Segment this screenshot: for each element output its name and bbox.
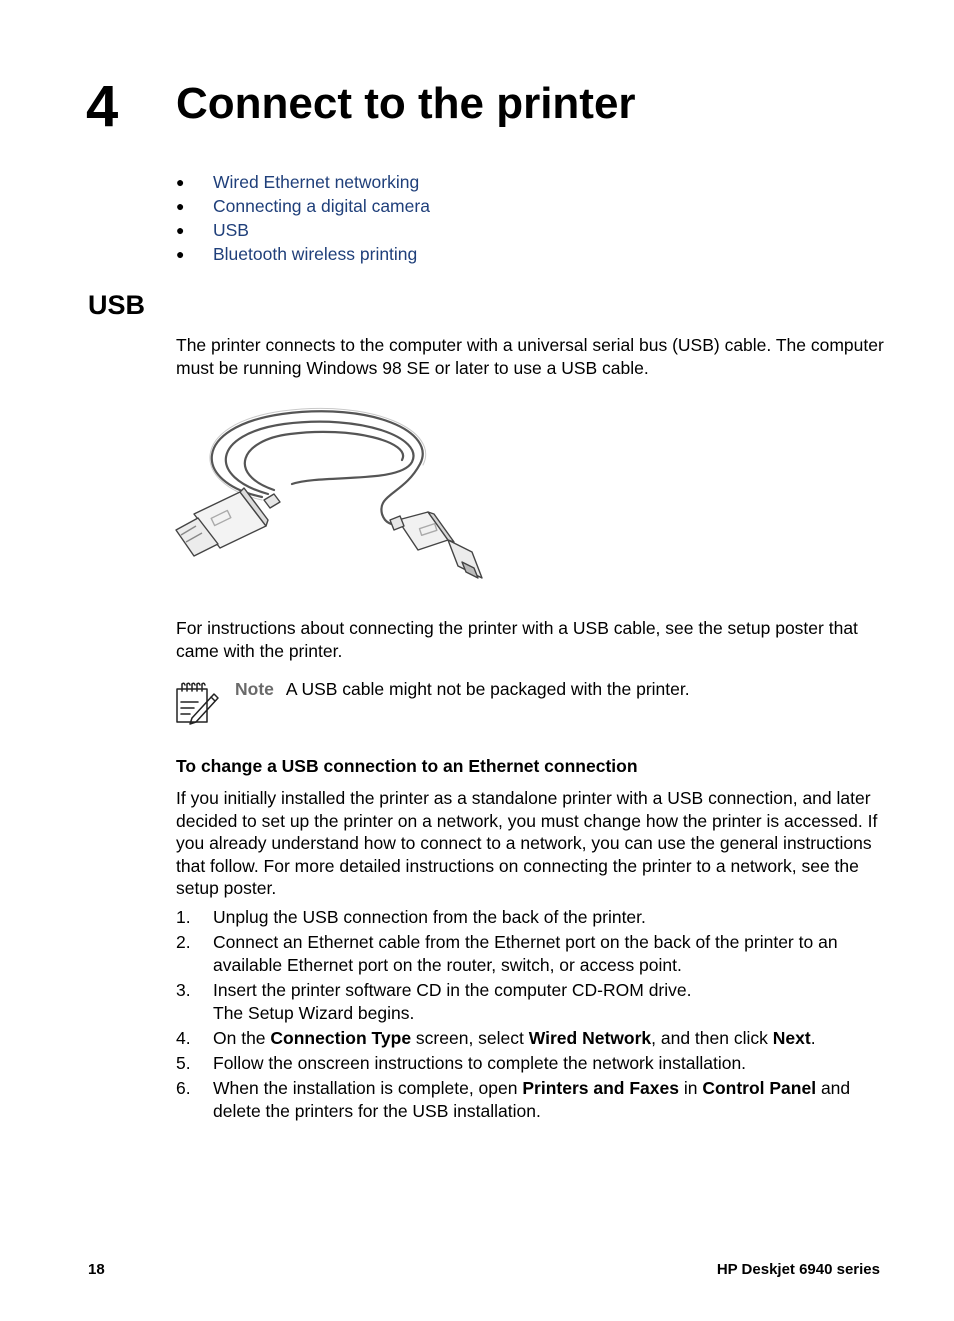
procedure-steps xyxy=(176,906,886,1125)
ui-term-printers-and-faxes: Printers and Faxes xyxy=(522,1078,679,1098)
toc-item xyxy=(176,242,430,266)
intro-paragraph: The printer connects to the computer with a universal serial bus (USB) cable. The computer must be running Windows 98 SE or later to use a USB cable. xyxy=(176,335,884,378)
step-text: Connect an Ethernet cable from the Ethernet port on the back of the printer to an available Ethernet port on the router, switch, or access point. xyxy=(213,932,838,975)
ui-term-control-panel: Control Panel xyxy=(702,1078,817,1098)
bullet-icon: ● xyxy=(176,246,185,262)
step-number: 4. xyxy=(176,1028,191,1048)
bullet-icon: ● xyxy=(176,222,185,238)
step-number: 3. xyxy=(176,979,191,1000)
step-text: , and then click xyxy=(651,1028,773,1048)
step-text: in xyxy=(678,1078,703,1098)
step-item xyxy=(176,931,886,976)
step-text: Unplug the USB connection from the back of the printer. xyxy=(213,907,646,927)
step-text: When the installation is complete, open xyxy=(213,1078,523,1098)
toc-item xyxy=(176,218,430,242)
step-text: screen, select xyxy=(411,1028,529,1048)
step-item xyxy=(176,906,886,929)
bullet-icon: ● xyxy=(176,198,185,214)
ui-term-wired-network: Wired Network xyxy=(528,1028,652,1048)
toc-link-usb[interactable]: USB xyxy=(213,220,249,240)
usb-cable-illustration xyxy=(172,402,490,586)
toc-item xyxy=(176,194,430,218)
instructions-paragraph: For instructions about connecting the printer with a USB cable, see the setup poster that came with the printer. xyxy=(176,618,858,661)
note-label: Note xyxy=(235,679,274,699)
section-title: USB xyxy=(88,290,146,320)
toc-item xyxy=(176,170,430,194)
chapter-toc xyxy=(176,170,430,266)
toc-link-wired-ethernet[interactable]: Wired Ethernet networking xyxy=(213,172,420,192)
ui-term-connection-type: Connection Type xyxy=(270,1028,412,1048)
step-text: On the xyxy=(213,1028,271,1048)
procedure-intro: If you initially installed the printer as a standalone printer with a USB connection, and later decided to set up the printer on a network, you must change how the printer is accessed. If you already understand how to connect to a network, you can use the general instructions that follow. For more detailed instructions on connecting the printer to a network, see the setup poster. xyxy=(176,788,878,898)
step-number: 2. xyxy=(176,932,191,952)
step-item xyxy=(176,1052,886,1075)
step-number: 5. xyxy=(176,1053,191,1073)
step-text: Insert the printer software CD in the computer CD-ROM drive. xyxy=(213,979,692,1000)
note xyxy=(235,678,690,700)
chapter-number: 4 xyxy=(86,74,119,139)
toc-link-digital-camera[interactable]: Connecting a digital camera xyxy=(213,196,430,216)
step-item xyxy=(176,1027,886,1050)
procedure-heading: To change a USB connection to an Ethernet connection xyxy=(176,756,638,776)
note-text: A USB cable might not be packaged with the printer. xyxy=(285,679,690,699)
step-text: . xyxy=(810,1028,816,1048)
step-number: 6. xyxy=(176,1078,191,1098)
page-number: 18 xyxy=(88,1261,105,1278)
step-item xyxy=(176,1077,886,1122)
note-pencil-icon xyxy=(174,680,220,726)
bullet-icon: ● xyxy=(176,174,185,190)
step-text: and delete the printers for the USB installation. xyxy=(213,1078,851,1121)
product-name: HP Deskjet 6940 series xyxy=(716,1261,880,1278)
ui-term-next: Next xyxy=(772,1028,811,1048)
step-number: 1. xyxy=(176,907,191,927)
toc-link-bluetooth[interactable]: Bluetooth wireless printing xyxy=(213,244,418,264)
step-item xyxy=(176,979,886,1025)
step-result: The Setup Wizard begins. xyxy=(213,1003,415,1023)
chapter-title: Connect to the printer xyxy=(176,79,636,128)
step-text: Follow the onscreen instructions to complete the network installation. xyxy=(213,1053,747,1073)
